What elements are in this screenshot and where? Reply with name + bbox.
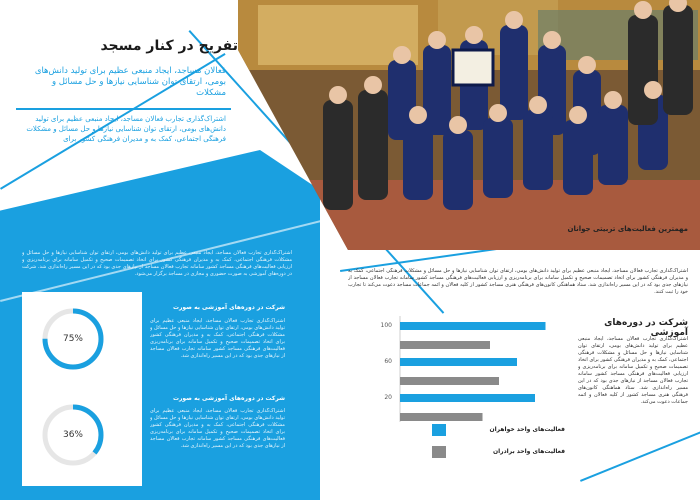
panel-paragraph: اشتراک‌گذاری تجارب فعالان مساجد، ایجاد منبعی عظیم برای تولید دانش‌های بومی، ارتقای توان شناسایی نیازها و حل مسائل و مشکلات فرهنگی اجتماعی، کمک به و مدیران فرهنگی کشور برای اتخاذ تصمیمات صحیح و تکمیل سامانه برای برنامه‌ریزی و ارزیابی فعالیت‌های فرهنگی مساجد کشور سامانه تجارب فعالان مساجد از نیازهای جدی بود که در این مسیر راه‌اندازی شد. شرکت در دوره‌های آموزشی به صورت حضوری و مجازی در مساجد برگزار می‌شود. [22,250,292,277]
section-text-1: اشتراک‌گذاری تجارب فعالان مساجد، ایجاد منبعی عظیم برای تولید دانش‌های بومی، ارتقای توان شناسایی نیازها و حل مسائل و مشکلات فرهنگی اجتماعی، کمک به و مدیران فرهنگی کشور برای اتخاذ تصمیمات صحیح و تکمیل سامانه برای برنامه‌ریزی فعالیت‌های فرهنگی مساجد کشور سامانه تجارب فعالان مساجد از نیازهای جدی بود که در این مسیر راه‌اندازی شد. [150,318,285,359]
legend-swatch-sisters [432,424,446,436]
section-title-2: شرکت در دوره‌های آموزشی به صورت [172,395,285,402]
lead-paragraph: فعالان مساجد، ایجاد منبعی عظیم برای تولید دانش‌های بومی، ارتقای توان شناسایی نیازها و حل مسائل و مشکلات [34,66,226,98]
page-title: تفریح در کنار مسجد [100,38,238,54]
tick-label: 20 [384,394,392,401]
tick-label: 60 [384,358,392,365]
bar-sisters [400,322,546,330]
percent-label-2: 36% [62,430,83,440]
paragraph-youth-activities: اشتراک‌گذاری تجارب فعالان مساجد، ایجاد منبعی عظیم برای تولید دانش‌های بومی، ارتقای توان شناسایی نیازها و حل مسائل و مشکلات فرهنگی اجتماعی، کمک به و مدیران فرهنگی کشور برای اتخاذ تصمیمات صحیح و تکمیل سامانه برای برنامه‌ریزی و ارزیابی فعالیت‌های فرهنگی مساجد کشور سامانه تجارب فعالان مساجد از نیازهای جدی بود که در این مسیر راه‌اندازی شد. ستاد هماهنگی کانون‌های فرهنگی هنری مساجد کشور از کلیه فعالان و ائمه جماعات مساجد دعوت می‌کند تا تجارب خود را ثبت کنند. [348,268,688,295]
tick-label: 100 [380,322,392,329]
heading-youth-activities: مهمترین فعالیت‌های تربیتی جوانان [567,225,688,233]
intro-paragraph: اشتراک‌گذاری تجارب فعالان مساجد، ایجاد منبعی عظیم برای تولید دانش‌های بومی، ارتقای توان شناسایی نیازها و حل مسائل و مشکلات فرهنگی اجتماعی، کمک به و مدیران فرهنگی کشور برای [26,115,226,143]
stat-box-1 [22,292,142,390]
heading-training-courses: شرکت در دوره‌های آموزشی [604,318,688,338]
legend-label-sisters: فعالیت‌های واحد خواهران [489,426,565,433]
legend-label-brothers: فعالیت‌های واحد برادران [492,448,565,455]
bar-brothers [400,341,490,349]
paragraph-training-courses: اشتراک‌گذاری تجارب فعالان مساجد، ایجاد منبعی عظیم برای تولید دانش‌های بومی، ارتقای توان شناسایی نیازها و حل مسائل و مشکلات فرهنگی اجتماعی، کمک به و مدیران فرهنگی کشور برای اتخاذ تصمیمات صحیح و تکمیل سامانه برای برنامه‌ریزی و ارزیابی فعالیت‌های فرهنگی مساجد کشور سامانه تجارب فعالان مساجد از نیازهای جدی بود که در این مسیر راه‌اندازی شد. ستاد هماهنگی کانون‌های فرهنگی هنری مساجد کشور از کلیه فعالان و ائمه جماعات دعوت می‌کند. [578,336,688,405]
bar-sisters [400,394,535,402]
bar-sisters [400,358,517,366]
legend-swatch-brothers [432,446,446,458]
section-text-2: اشتراک‌گذاری تجارب فعالان مساجد، ایجاد منبعی عظیم برای تولید دانش‌های بومی، ارتقای توان شناسایی نیازها و حل مسائل و مشکلات فرهنگی اجتماعی، کمک به و مدیران فرهنگی کشور برای اتخاذ تصمیمات صحیح و تکمیل سامانه برای برنامه‌ریزی فعالیت‌های فرهنگی مساجد کشور سامانه تجارب فعالان مساجد از نیازهای جدی بود که در این مسیر راه‌اندازی شد. [150,408,285,449]
section-title-1: شرکت در دوره‌های آموزشی به صورت [172,304,285,311]
bar-brothers [400,413,483,421]
divider [16,108,231,110]
stat-box-2 [22,388,142,486]
bar-brothers [400,377,499,385]
percent-label-1: 75% [62,334,83,344]
